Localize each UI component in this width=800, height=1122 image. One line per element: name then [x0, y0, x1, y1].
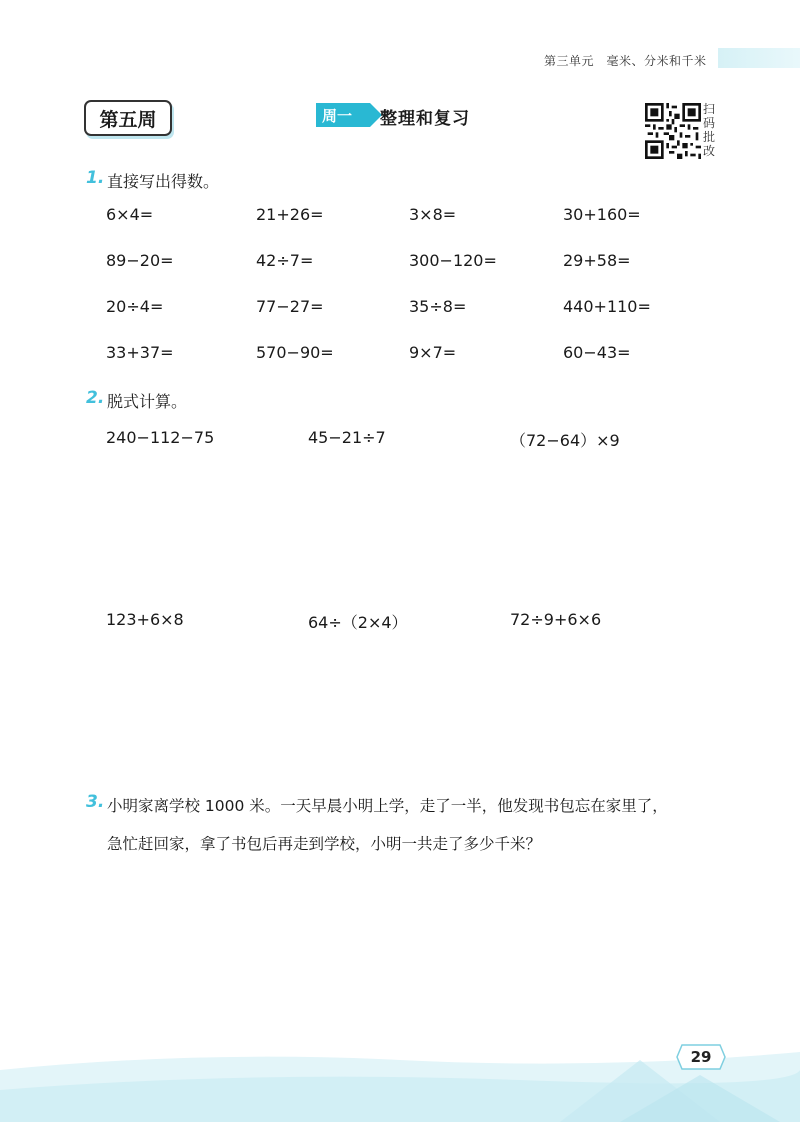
- q1-expression: 300−120=: [409, 251, 497, 270]
- question-3-text-line: 小明家离学校 1000 米。一天早晨小明上学，走了一半，他发现书包忘在家里了，: [107, 797, 668, 815]
- q2-expression: 64÷（2×4）: [308, 613, 408, 632]
- question-3-number: 3.: [86, 792, 105, 812]
- question-1-number: 1.: [86, 168, 105, 188]
- q1-expression: 570−90=: [256, 343, 334, 362]
- qr-code-icon[interactable]: [645, 103, 701, 159]
- q1-expression: 20÷4=: [106, 297, 164, 316]
- q1-expression: 30+160=: [563, 205, 641, 224]
- week-badge: 第五周: [84, 100, 172, 136]
- question-1-title: 直接写出得数。: [107, 172, 220, 191]
- q2-expression: 45−21÷7: [308, 428, 386, 447]
- q1-expression: 35÷8=: [409, 297, 467, 316]
- q2-expression: 240−112−75: [106, 428, 215, 447]
- qr-caption: 扫码批改: [703, 102, 716, 158]
- q1-expression: 21+26=: [256, 205, 324, 224]
- q1-expression: 9×7=: [409, 343, 457, 362]
- q1-expression: 33+37=: [106, 343, 174, 362]
- header-band: [718, 48, 800, 68]
- q1-expression: 77−27=: [256, 297, 324, 316]
- q2-expression: 72÷9+6×6: [510, 610, 602, 629]
- question-2-title: 脱式计算。: [107, 392, 188, 411]
- q1-expression: 89−20=: [106, 251, 174, 270]
- q1-expression: 60−43=: [563, 343, 631, 362]
- question-3-text-line: 急忙赶回家，拿了书包后再走到学校，小明一共走了多少千米？: [107, 835, 542, 853]
- page-number: 29: [690, 1048, 712, 1066]
- q1-expression: 42÷7=: [256, 251, 314, 270]
- q2-expression: 123+6×8: [106, 610, 184, 629]
- question-2-number: 2.: [86, 388, 105, 408]
- lesson-title: 整理和复习: [380, 109, 470, 129]
- q1-expression: 440+110=: [563, 297, 651, 316]
- q1-expression: 29+58=: [563, 251, 631, 270]
- q1-expression: 6×4=: [106, 205, 154, 224]
- day-tag: 周一: [316, 103, 370, 127]
- q2-expression: （72−64）×9: [510, 431, 620, 450]
- unit-header: 第三单元 毫米、分米和千米: [544, 54, 707, 68]
- q1-expression: 3×8=: [409, 205, 457, 224]
